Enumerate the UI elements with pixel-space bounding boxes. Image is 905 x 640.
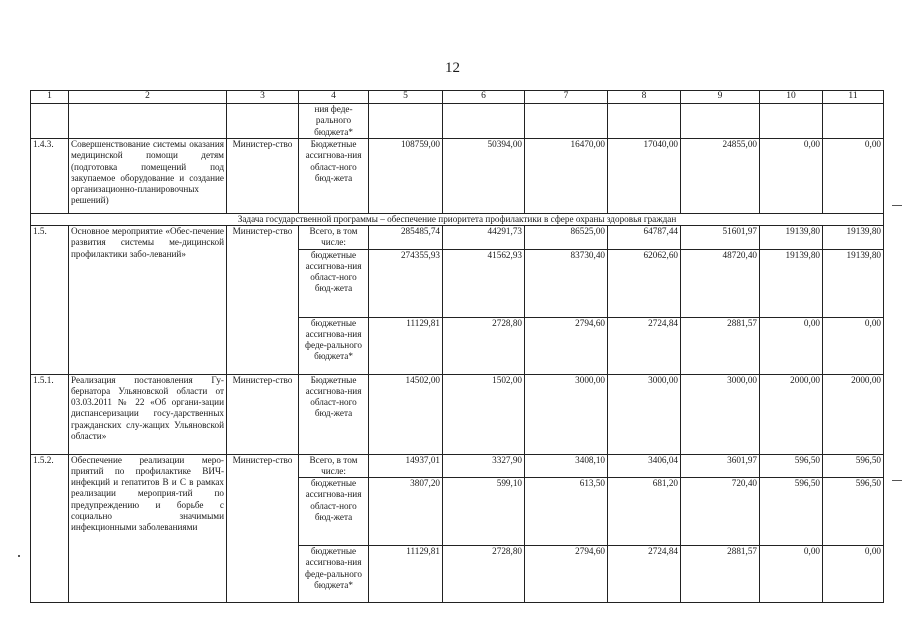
header-cell: 7 (525, 91, 608, 104)
header-cell: 6 (443, 91, 525, 104)
value-cell: 2000,00 (823, 374, 884, 454)
value-cell: 14937,01 (369, 454, 443, 478)
task-row (31, 214, 884, 226)
value-cell: 3000,00 (525, 374, 608, 454)
scan-mark (18, 555, 20, 557)
header-cell: 4 (299, 91, 369, 104)
value-cell: 596,50 (760, 478, 823, 546)
value-cell: 2794,60 (525, 317, 608, 374)
value-cell: 0,00 (823, 546, 884, 603)
value-cell: 16470,00 (525, 139, 608, 214)
measure-name: Обеспечение реализации меро-приятий по профилактике ВИЧ-инфекций и гепатитов В и С в рамках реализации мероприя-тий по предупреждению и борьбе с социально значимыми инфекционными заболеваниями (69, 454, 227, 603)
value-cell: 2881,57 (681, 317, 760, 374)
value-cell: 613,50 (525, 478, 608, 546)
budget-table (30, 90, 884, 603)
value-cell: 11129,81 (369, 546, 443, 603)
value-cell: 3327,90 (443, 454, 525, 478)
value-cell: 44291,73 (443, 226, 525, 250)
value-cell: 48720,40 (681, 249, 760, 317)
value-cell: 0,00 (760, 317, 823, 374)
value-cell: 3601,97 (681, 454, 760, 478)
value-cell: 0,00 (760, 546, 823, 603)
executor: Министер-ство (227, 226, 299, 375)
measure-name: Совершенствование системы оказания медицинской помощи детям (подготовка помещений под закупаемое оборудование и создание организационно-планировочных решений) (69, 139, 227, 214)
value-cell: 19139,80 (760, 249, 823, 317)
header-cell: 3 (227, 91, 299, 104)
header-cell: 5 (369, 91, 443, 104)
value-cell: 3807,20 (369, 478, 443, 546)
value-cell: 19139,80 (760, 226, 823, 250)
value-cell: 0,00 (823, 139, 884, 214)
value-cell: 596,50 (823, 478, 884, 546)
value-cell: 3406,04 (608, 454, 681, 478)
table-row (31, 139, 884, 214)
value-cell: 86525,00 (525, 226, 608, 250)
table-row (31, 226, 884, 250)
value-cell: 2728,80 (443, 546, 525, 603)
value-cell: 2000,00 (760, 374, 823, 454)
value-cell: 681,20 (608, 478, 681, 546)
value-cell: 2724,84 (608, 546, 681, 603)
value-cell: 285485,74 (369, 226, 443, 250)
scan-mark (892, 480, 902, 481)
funding-source: бюджетные ассигнова-ния феде-рального бюджета* (299, 546, 369, 603)
row-number: 1.5.1. (31, 374, 69, 454)
header-cell: 11 (823, 91, 884, 104)
task-title: Задача государственной программы – обеспечение приоритета профилактики в сфере охраны здоровья граждан (31, 214, 884, 226)
table-row (31, 374, 884, 454)
value-cell: 50394,00 (443, 139, 525, 214)
page-number: 12 (445, 60, 460, 76)
value-cell: 2724,84 (608, 317, 681, 374)
value-cell: 720,40 (681, 478, 760, 546)
executor: Министер-ство (227, 374, 299, 454)
table-row (31, 104, 884, 139)
value-cell: 3000,00 (681, 374, 760, 454)
value-cell: 19139,80 (823, 249, 884, 317)
value-cell: 41562,93 (443, 249, 525, 317)
value-cell: 3000,00 (608, 374, 681, 454)
scan-mark (892, 205, 902, 206)
value-cell: 24855,00 (681, 139, 760, 214)
value-cell: 596,50 (823, 454, 884, 478)
header-cell: 9 (681, 91, 760, 104)
value-cell: 2794,60 (525, 546, 608, 603)
header-row (31, 91, 884, 104)
value-cell: 83730,40 (525, 249, 608, 317)
header-cell: 2 (69, 91, 227, 104)
funding-source: Всего, в том числе: (299, 226, 369, 250)
value-cell: 19139,80 (823, 226, 884, 250)
value-cell: 0,00 (823, 317, 884, 374)
measure-name: Реализация постановления Гу-бернатора Ульяновской области от 03.03.2011 № 22 «Об органи-зации диспансеризации госу-дарственных гражданских слу-жащих Ульяновской области» (69, 374, 227, 454)
value-cell: 51601,97 (681, 226, 760, 250)
value-cell: 64787,44 (608, 226, 681, 250)
value-cell: 1502,00 (443, 374, 525, 454)
funding-source: ния феде-ральнoго бюджета* (299, 104, 369, 139)
value-cell: 11129,81 (369, 317, 443, 374)
funding-source: бюджетные ассигнова-ния област-ного бюд-жета (299, 249, 369, 317)
header-cell: 1 (31, 91, 69, 104)
funding-source: Всего, в том числе: (299, 454, 369, 478)
funding-source: Бюджетные ассигнова-ния област-ного бюд-жета (299, 374, 369, 454)
value-cell: 3408,10 (525, 454, 608, 478)
value-cell: 62062,60 (608, 249, 681, 317)
header-cell: 8 (608, 91, 681, 104)
value-cell: 274355,93 (369, 249, 443, 317)
funding-source: Бюджетные ассигнова-ния област-ного бюд-жета (299, 139, 369, 214)
measure-name: Основное мероприятие «Обес-печение развития системы ме-дицинской профилактики забо-леваний» (69, 226, 227, 375)
row-number: 1.5.2. (31, 454, 69, 603)
value-cell: 599,10 (443, 478, 525, 546)
funding-source: бюджетные ассигнова-ния феде-рального бюджета* (299, 317, 369, 374)
value-cell: 596,50 (760, 454, 823, 478)
value-cell: 108759,00 (369, 139, 443, 214)
executor: Министер-ство (227, 139, 299, 214)
value-cell: 2881,57 (681, 546, 760, 603)
row-number: 1.5. (31, 226, 69, 375)
value-cell: 14502,00 (369, 374, 443, 454)
header-cell: 10 (760, 91, 823, 104)
executor: Министер-ство (227, 454, 299, 603)
table-row (31, 454, 884, 478)
value-cell: 2728,80 (443, 317, 525, 374)
value-cell: 0,00 (760, 139, 823, 214)
row-number: 1.4.3. (31, 139, 69, 214)
value-cell: 17040,00 (608, 139, 681, 214)
funding-source: бюджетные ассигнова-ния област-ного бюд-жета (299, 478, 369, 546)
